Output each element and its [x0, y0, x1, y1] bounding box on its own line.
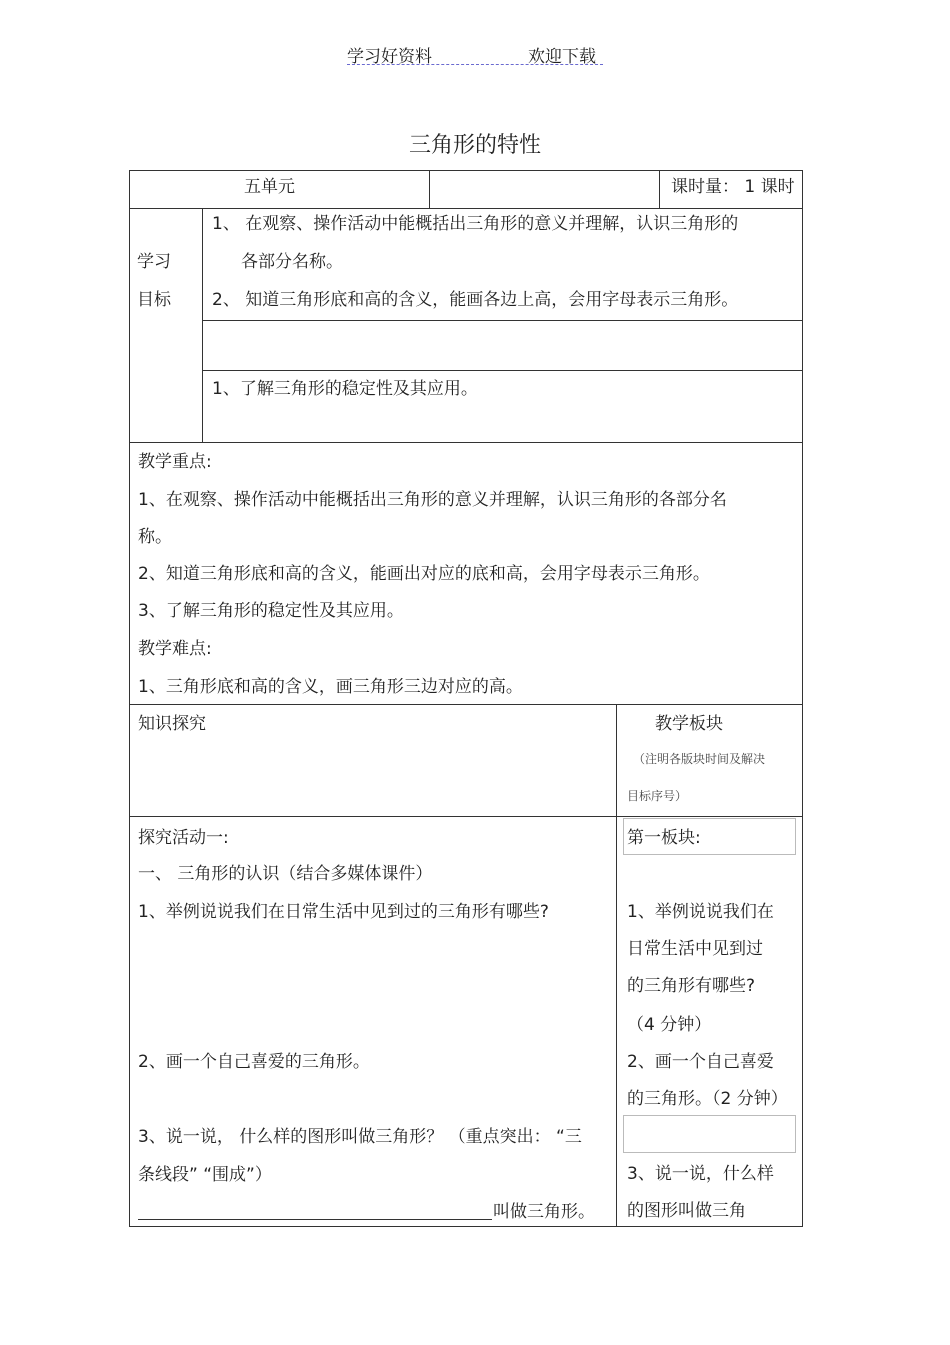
- column-divider: [659, 170, 660, 208]
- module-1-text: 1、举例说说我们在: [627, 902, 774, 922]
- column-divider: [429, 170, 430, 208]
- key-point-3: 3、了解三角形的稳定性及其应用。: [138, 601, 404, 621]
- objective-2: 2、 知道三角形底和高的含义，能画各边上高，会用字母表示三角形。: [212, 290, 739, 310]
- knowledge-explore-label: 知识探究: [138, 714, 206, 734]
- row-divider: [202, 370, 803, 371]
- objective-3: 1、了解三角形的稳定性及其应用。: [212, 379, 478, 399]
- key-points-heading: 教学重点:: [138, 452, 212, 472]
- teaching-module-title: 教学板块: [655, 714, 723, 734]
- row-divider: [129, 704, 803, 705]
- row-divider: [129, 208, 803, 209]
- activity-question-3-line2: 条线段” “围成”）: [138, 1165, 272, 1185]
- teaching-module-note-line1: （注明各版块时间及解决: [633, 752, 766, 766]
- activity-question-1: 1、举例说说我们在日常生活中见到过的三角形有哪些?: [138, 902, 549, 922]
- header-right-text: 欢迎下载: [528, 47, 596, 67]
- class-hours-cell: 课时量： 1 课时: [671, 177, 795, 197]
- objective-1-line2: 各部分名称。: [241, 252, 343, 272]
- teaching-module-note-line2: 目标序号）: [627, 789, 688, 803]
- module-1-text: 的三角形。（2 分钟）: [627, 1089, 788, 1109]
- objectives-label-line1: 学习: [137, 252, 171, 272]
- row-divider: [129, 442, 803, 443]
- module-1-label: 第一板块:: [627, 828, 701, 848]
- activity-heading: 探究活动一:: [138, 828, 229, 848]
- activity-section-title: 一、 三角形的认识（结合多媒体课件）: [138, 864, 433, 884]
- module-1-text: 日常生活中见到过: [627, 939, 763, 959]
- column-divider: [202, 208, 203, 442]
- fill-in-blank-line: [138, 1219, 492, 1220]
- module-1-text: 的三角形有哪些?: [627, 976, 756, 996]
- objectives-label-line2: 目标: [137, 290, 171, 310]
- header-left-text: 学习好资料: [347, 47, 432, 67]
- module-empty-box: [623, 1115, 796, 1153]
- document-title: 三角形的特性: [408, 133, 541, 158]
- activity-question-3-line1: 3、说一说， 什么样的图形叫做三角形？ （重点突出： “三: [138, 1127, 582, 1147]
- page-header: [347, 42, 603, 65]
- module-1-text: 的图形叫做三角: [627, 1201, 746, 1221]
- column-divider: [616, 704, 617, 1227]
- row-divider: [202, 320, 803, 321]
- fill-in-blank-suffix: 叫做三角形。: [493, 1202, 595, 1222]
- key-point-2: 2、知道三角形底和高的含义，能画出对应的底和高，会用字母表示三角形。: [138, 564, 710, 584]
- module-1-time: （4 分钟）: [627, 1015, 712, 1035]
- module-1-text: 3、说一说，什么样: [627, 1164, 774, 1184]
- module-1-text: 2、画一个自己喜爱: [627, 1052, 774, 1072]
- unit-cell: 五单元: [244, 177, 295, 197]
- key-point-1-line2: 称。: [138, 527, 172, 547]
- key-point-1-line1: 1、在观察、操作活动中能概括出三角形的意义并理解，认识三角形的各部分名: [138, 490, 727, 510]
- activity-question-2: 2、画一个自己喜爱的三角形。: [138, 1052, 370, 1072]
- difficulty-heading: 教学难点:: [138, 639, 212, 659]
- difficulty-1: 1、三角形底和高的含义，画三角形三边对应的高。: [138, 677, 523, 697]
- objective-1-line1: 1、 在观察、操作活动中能概括出三角形的意义并理解，认识三角形的: [212, 214, 739, 234]
